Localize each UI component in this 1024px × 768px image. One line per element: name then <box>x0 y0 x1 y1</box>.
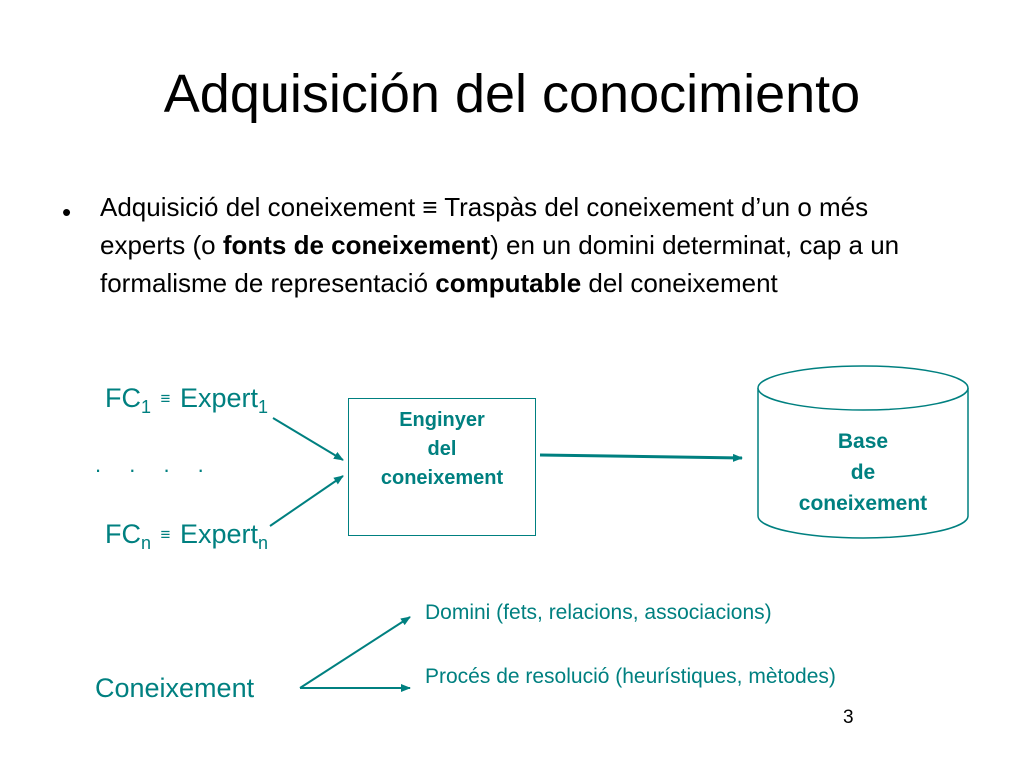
knowledge-branch-domain: Domini (fets, relacions, associacions) <box>425 601 772 624</box>
bullet-marker: • <box>62 197 72 227</box>
source-fcn: $FC_n$ ≡ Expert$_n$ <box>105 519 269 553</box>
arrow-engineer-to-base <box>540 455 742 458</box>
knowledge-base-label: Base de coneixement <box>798 430 928 515</box>
arrow-fc1-to-engineer <box>273 418 343 460</box>
bullet-bold-sources: fonts de coneixement <box>222 230 491 260</box>
arrow-fcn-to-engineer <box>270 476 343 526</box>
knowledge-label: Coneixement <box>95 673 255 703</box>
bullet-text-part3: del coneixement <box>581 268 778 298</box>
knowledge-branch-process: Procés de resolució (heurístiques, mètodes) <box>425 665 836 688</box>
source-fc1: $FC_1$ ≡ Expert$_1$ <box>105 383 269 417</box>
slide-title: Adquisición del conocimiento <box>163 64 861 124</box>
bullet-bold-computable: computable <box>435 268 582 298</box>
bullet-text-part2: ) en un domini determinat, cap a un formalisme de representació <box>100 230 900 298</box>
bullet-text-part1: Adquisició del coneixement ≡ Traspàs del coneixement d’un o més experts (o <box>100 192 869 260</box>
source-ellipsis: . . . . <box>95 452 215 477</box>
arrow-knowledge-to-domain <box>300 617 410 688</box>
engineer-box-label: Enginyer del coneixement <box>380 409 504 489</box>
page-number: 3 <box>843 707 854 728</box>
